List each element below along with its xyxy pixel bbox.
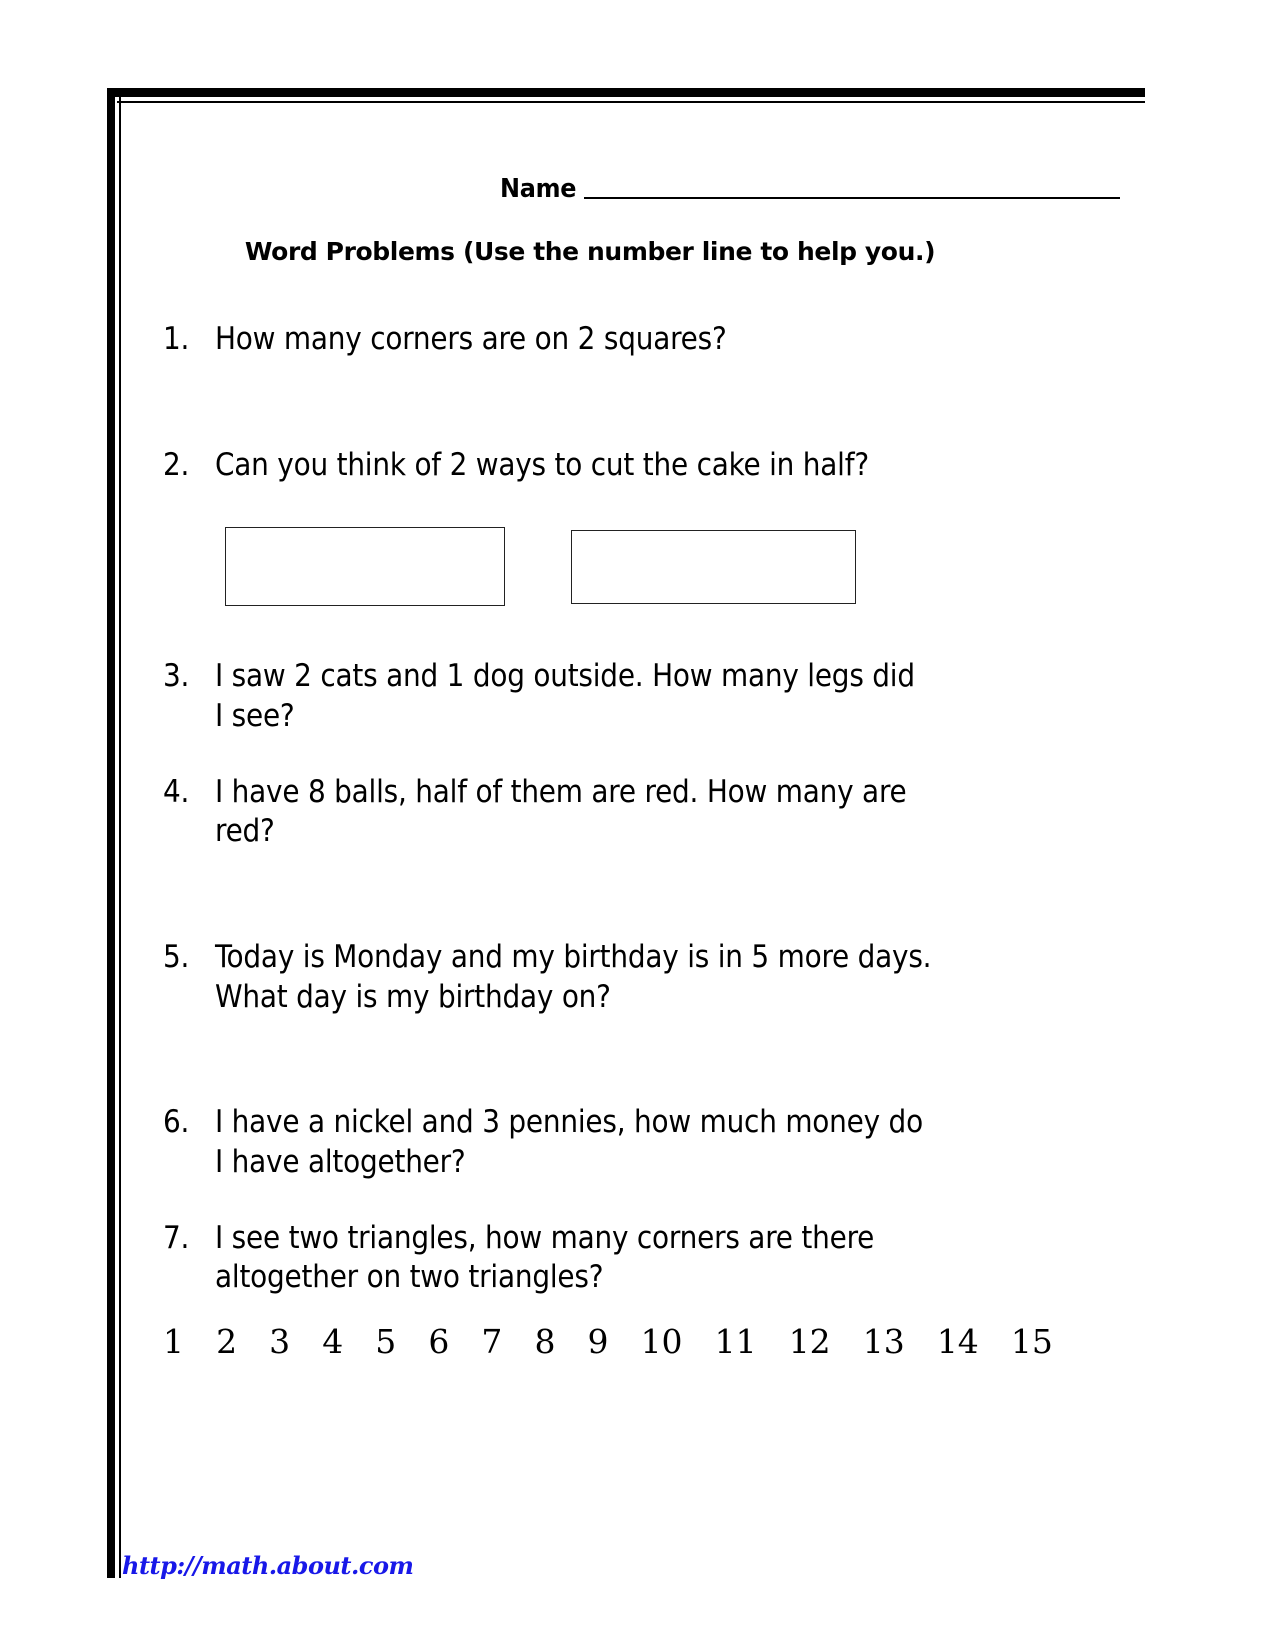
question-number: 5. bbox=[163, 939, 190, 976]
spacer bbox=[163, 852, 1083, 938]
questions-list bbox=[163, 320, 1083, 1298]
question-number: 4. bbox=[163, 773, 190, 810]
question-number: 6. bbox=[163, 1104, 190, 1141]
question-item-3 bbox=[163, 657, 1083, 736]
number-line-tick: 12 bbox=[788, 1322, 831, 1361]
page-border-top-thin bbox=[117, 101, 1145, 103]
number-line bbox=[163, 1322, 1053, 1361]
question-text: Can you think of 2 ways to cut the cake in half? bbox=[215, 446, 869, 483]
question-item-7 bbox=[163, 1219, 1083, 1298]
question-number: 1. bbox=[163, 321, 190, 357]
page-border-top-thick bbox=[107, 88, 1145, 97]
name-write-in-line[interactable] bbox=[584, 177, 1120, 199]
question-text: I have 8 balls, half of them are red. How many are red? bbox=[215, 773, 907, 850]
question-item-5 bbox=[163, 938, 1083, 1017]
number-line-tick: 8 bbox=[534, 1322, 556, 1361]
question-number: 2. bbox=[163, 446, 190, 483]
number-line-tick: 6 bbox=[428, 1322, 450, 1361]
number-line-tick: 9 bbox=[587, 1322, 609, 1361]
question-text: I saw 2 cats and 1 dog outside. How many legs did I see? bbox=[215, 658, 915, 735]
question-text: I have a nickel and 3 pennies, how much money do I have altogether? bbox=[215, 1104, 923, 1181]
number-line-tick: 13 bbox=[862, 1322, 905, 1361]
number-line-tick: 5 bbox=[375, 1322, 397, 1361]
spacer bbox=[163, 1017, 1083, 1103]
number-line-tick: 14 bbox=[936, 1322, 979, 1361]
number-line-tick: 2 bbox=[216, 1322, 238, 1361]
question-number: 7. bbox=[163, 1219, 190, 1256]
answer-box-2[interactable] bbox=[571, 530, 856, 604]
number-line-tick: 10 bbox=[640, 1322, 683, 1361]
number-line-tick: 11 bbox=[714, 1322, 757, 1361]
question-text: How many corners are on 2 squares? bbox=[215, 321, 727, 357]
spacer bbox=[163, 737, 1083, 773]
name-field-row bbox=[500, 176, 1120, 202]
page-border-left-thick bbox=[107, 88, 115, 1578]
number-line-tick: 1 bbox=[163, 1322, 184, 1361]
page-title: Word Problems (Use the number line to help you.) bbox=[244, 237, 936, 266]
question-item-2 bbox=[163, 446, 1083, 486]
question-item-4 bbox=[163, 773, 1083, 852]
number-line-tick: 7 bbox=[481, 1322, 503, 1361]
name-label: Name bbox=[500, 174, 577, 204]
number-line-tick: 3 bbox=[269, 1322, 291, 1361]
page-border-left-thin bbox=[119, 95, 121, 1578]
number-line-tick: 15 bbox=[1010, 1322, 1053, 1361]
box-gap bbox=[505, 527, 571, 606]
question-item-6 bbox=[163, 1103, 1083, 1182]
question-text: Today is Monday and my birthday is in 5 more days. What day is my birthday on? bbox=[215, 939, 932, 1015]
question-number: 3. bbox=[163, 658, 190, 695]
number-line-tick: 4 bbox=[322, 1322, 344, 1361]
source-url-link[interactable]: http://math.about.com bbox=[122, 1551, 414, 1580]
question-text: I see two triangles, how many corners are there altogether on two triangles? bbox=[215, 1219, 875, 1296]
answer-boxes-row bbox=[225, 527, 856, 606]
spacer bbox=[163, 1183, 1083, 1219]
spacer bbox=[163, 360, 1083, 446]
answer-box-1[interactable] bbox=[225, 527, 505, 606]
question-item-1 bbox=[163, 320, 1083, 360]
